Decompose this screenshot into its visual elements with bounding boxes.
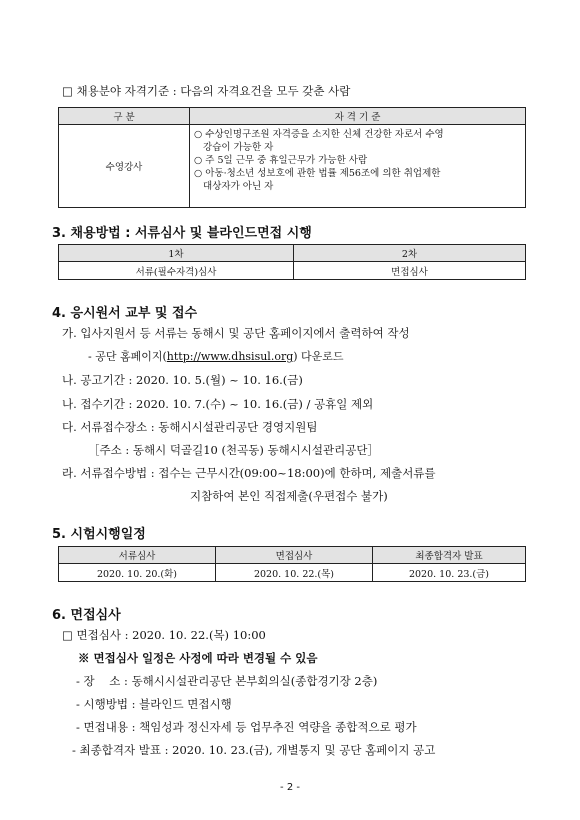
schedule-cell-interview: 2020. 10. 22.(목) <box>216 564 373 582</box>
qual-criteria-line: 대상자가 아닌 자 <box>194 181 274 192</box>
qualification-table <box>58 107 526 208</box>
method-cell-1: 서류(필수자격)심사 <box>59 262 294 280</box>
interview-line-method: - 시행방법 : 블라인드 면접시행 <box>76 697 232 711</box>
apply-line-announce-period: 나. 공고기간 : 2020. 10. 5.(월) ~ 10. 16.(금) <box>62 373 303 387</box>
method-header-2: 2차 <box>294 245 526 262</box>
qual-criteria-line: ○ 아동·청소년 성보호에 관한 법률 제56조에 의한 취업제한 <box>194 168 441 179</box>
homepage-suffix: ) 다운로드 <box>293 350 344 363</box>
qual-criteria-cell <box>190 125 526 208</box>
apply-line-homepage <box>88 348 344 364</box>
qual-header-category: 구 분 <box>59 108 190 125</box>
section5-title: 5. 시험시행일정 <box>52 527 146 542</box>
schedule-header-doc: 서류심사 <box>59 547 216 564</box>
schedule-cell-final: 2020. 10. 23.(금) <box>373 564 526 582</box>
schedule-header-interview: 면접심사 <box>216 547 373 564</box>
section3-title: 3. 채용방법 : 서류심사 및 블라인드면접 시행 <box>52 226 312 241</box>
schedule-header-final: 최종합격자 발표 <box>373 547 526 564</box>
qualification-title: □ 채용분야 자격기준 : 다음의 자격요건을 모두 갖춘 사람 <box>62 84 351 98</box>
interview-line-notice: ※ 면접심사 일정은 사정에 따라 변경될 수 있음 <box>78 651 318 665</box>
apply-line-address: ［주소 : 동해시 덕골길10 (천곡동) 동해시시설관리공단］ <box>88 443 379 457</box>
interview-line-content: - 면접내용 : 책임성과 정신자세 등 업무추진 역량을 종합적으로 평가 <box>76 720 417 734</box>
schedule-cell-doc: 2020. 10. 20.(화) <box>59 564 216 582</box>
interview-line-place: - 장 소 : 동해시시설관리공단 본부회의실(종합경기장 2층) <box>76 674 378 688</box>
qual-row-label: 수영강사 <box>59 125 190 208</box>
qual-criteria-line: ○ 주 5일 근무 중 휴일근무가 가능한 사람 <box>194 155 368 166</box>
method-cell-2: 면접심사 <box>294 262 526 280</box>
page-number: - 2 - <box>280 782 300 793</box>
homepage-prefix: - 공단 홈페이지( <box>88 350 167 363</box>
method-header-1: 1차 <box>59 245 294 262</box>
apply-line-receipt-period: 나. 접수기간 : 2020. 10. 7.(수) ~ 10. 16.(금) / 공휴일 제외 <box>62 397 374 411</box>
interview-line-date: □ 면접심사 : 2020. 10. 22.(목) 10:00 <box>62 628 266 642</box>
section4-title: 4. 응시원서 교부 및 접수 <box>52 306 198 321</box>
apply-line-ga: 가. 입사지원서 등 서류는 동해시 및 공단 홈페이지에서 출력하여 작성 <box>62 326 410 340</box>
method-table <box>58 244 526 280</box>
qual-criteria-line: ○ 수상인명구조원 자격증을 소지한 신체 건강한 자로서 수영 <box>194 129 444 140</box>
apply-line-method: 라. 서류접수방법 : 접수는 근무시간(09:00~18:00)에 한하며, 제출서류를 <box>62 466 436 480</box>
qual-header-criteria: 자 격 기 준 <box>190 108 526 125</box>
schedule-table <box>58 546 526 582</box>
apply-line-place: 다. 서류접수장소 : 동해시시설관리공단 경영지원팀 <box>62 420 318 434</box>
homepage-link[interactable]: http://www.dhsisul.org <box>166 350 294 363</box>
interview-line-final: - 최종합격자 발표 : 2020. 10. 23.(금), 개별통지 및 공단 홈페이지 공고 <box>72 743 436 757</box>
apply-line-method-cont: 지참하여 본인 직접제출(우편접수 불가) <box>190 489 388 503</box>
qual-criteria-line: 강습이 가능한 자 <box>194 142 274 153</box>
section6-title: 6. 면접심사 <box>52 608 121 623</box>
